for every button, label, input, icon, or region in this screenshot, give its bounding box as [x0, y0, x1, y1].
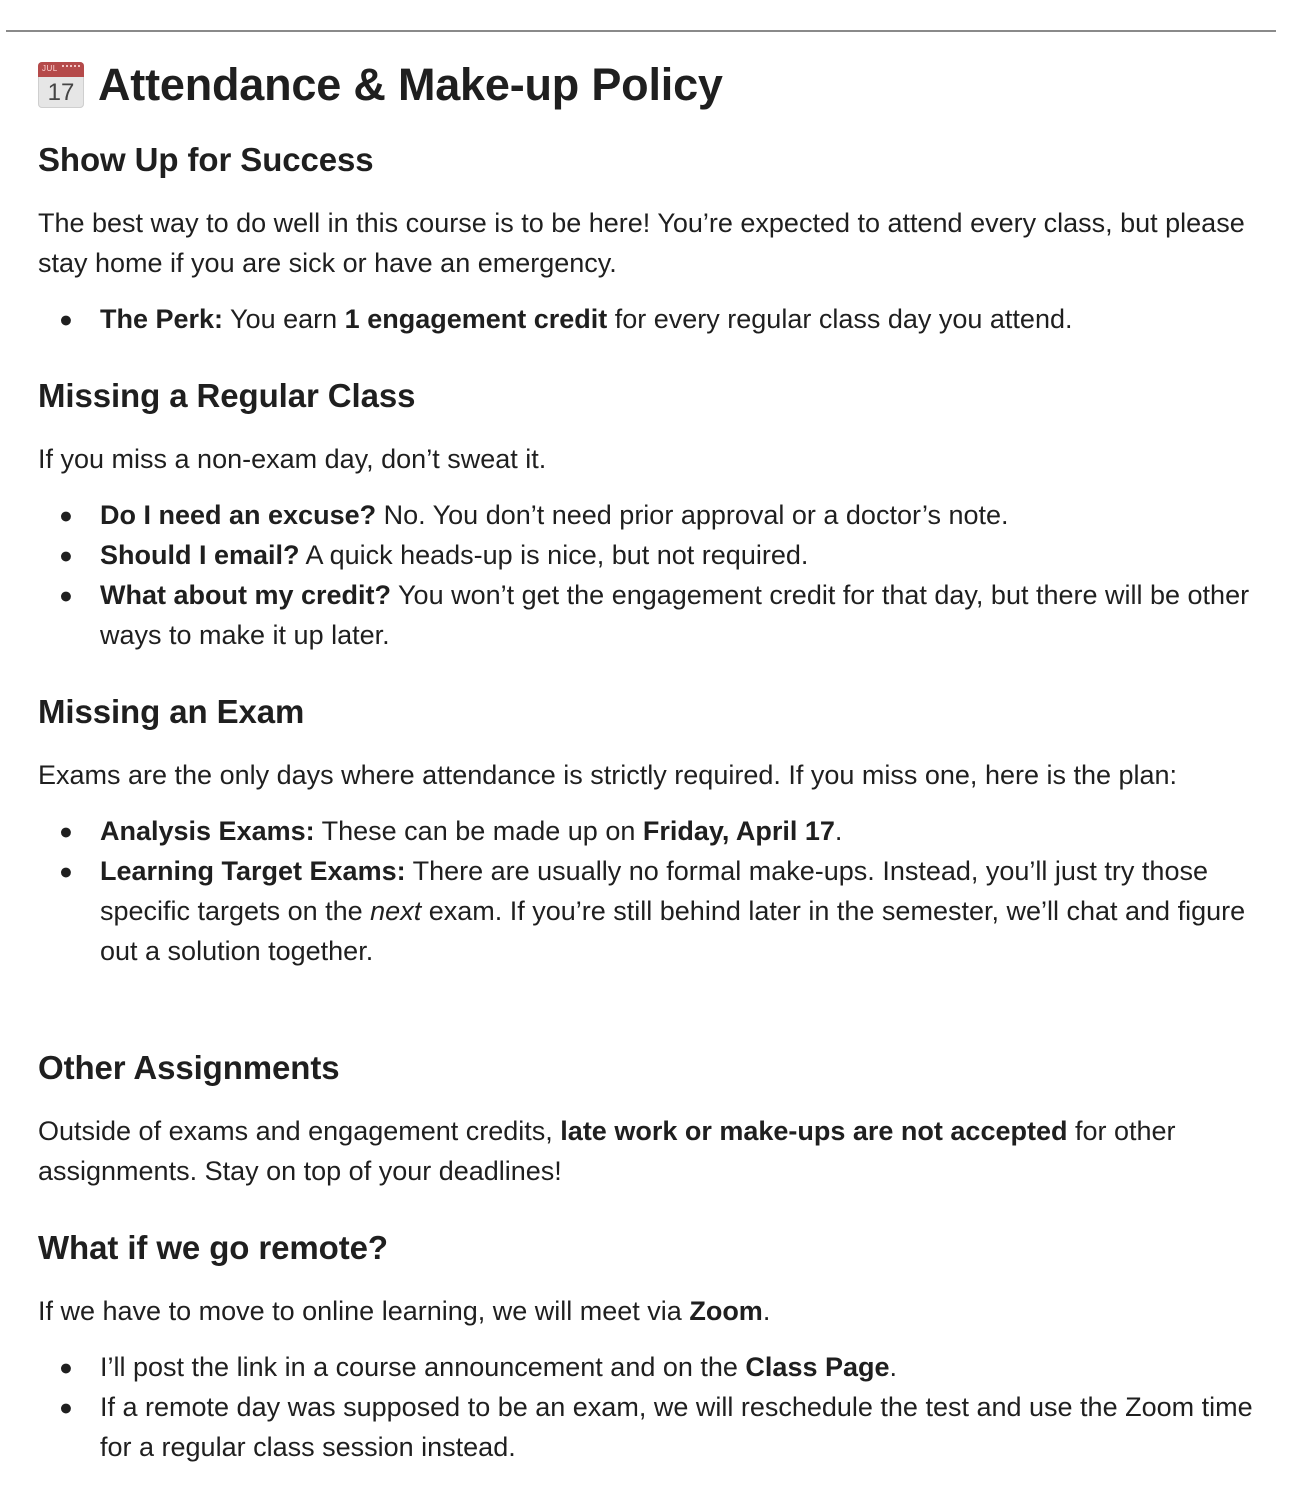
section-paragraph	[38, 1111, 1278, 1191]
bullet-label: Do I need an excuse?	[100, 500, 377, 530]
bullet-label: Should I email?	[100, 540, 300, 570]
section-remote	[38, 1226, 1278, 1467]
bullet-list	[38, 299, 1278, 339]
paragraph-text: for other assignments. Stay on top of your deadlines!	[38, 1116, 1176, 1186]
bullet-icon: ●	[59, 818, 73, 844]
bullet-label: The Perk:	[100, 304, 224, 334]
bullet-label: Learning Target Exams:	[100, 856, 406, 886]
list-item	[38, 535, 1278, 575]
bullet-text: I’ll post the link in a course announcement and on the	[100, 1352, 746, 1382]
list-item	[38, 575, 1278, 655]
bullet-text: You earn	[223, 304, 345, 334]
section-other-assignments	[38, 1046, 1278, 1191]
section-show-up	[38, 138, 1278, 339]
section-heading: Missing an Exam	[38, 693, 305, 730]
bullet-text: These can be made up on	[314, 816, 643, 846]
bullet-text: for every regular class day you attend.	[607, 304, 1073, 334]
section-missing-regular-class	[38, 374, 1278, 655]
page-title: Attendance & Make-up Policy	[98, 59, 723, 110]
paragraph-text: Outside of exams and engagement credits,	[38, 1116, 561, 1146]
section-missing-exam	[38, 690, 1278, 971]
bullet-emphasis: Class Page	[745, 1352, 890, 1382]
list-item	[38, 1387, 1278, 1467]
bullet-text: .	[834, 816, 843, 846]
bullet-italic: next	[370, 896, 422, 926]
bullet-list	[38, 1347, 1278, 1467]
bullet-text: A quick heads-up is nice, but not required.	[299, 540, 809, 570]
list-item	[38, 851, 1278, 971]
section-paragraph	[38, 1291, 1278, 1331]
bullet-text: There are usually no formal make-ups. Instead, you’ll just try those specific targets on the	[100, 856, 1208, 926]
page-title-row	[38, 54, 723, 116]
bullet-label: Analysis Exams:	[100, 816, 315, 846]
bullet-icon: ●	[59, 1394, 73, 1420]
list-item	[38, 811, 1278, 851]
bullet-icon: ●	[59, 542, 73, 568]
bullet-icon: ●	[59, 1354, 73, 1380]
paragraph-emphasis: Zoom	[689, 1296, 763, 1326]
section-paragraph: The best way to do well in this course is to be here! You’re expected to attend every class, but please stay home if you are sick or have an emergency.	[38, 208, 1245, 278]
bullet-text: You won’t get the engagement credit for that day, but there will be other ways to make it up later.	[100, 580, 1250, 650]
bullet-emphasis: Friday, April 17	[642, 816, 835, 846]
paragraph-text: If we have to move to online learning, we will meet via	[38, 1296, 690, 1326]
bullet-icon: ●	[59, 858, 73, 884]
section-heading: Show Up for Success	[38, 141, 374, 178]
section-paragraph: If you miss a non-exam day, don’t sweat it.	[38, 444, 547, 474]
section-paragraph: Exams are the only days where attendance is strictly required. If you miss one, here is the plan:	[38, 760, 1178, 790]
calendar-icon	[38, 62, 84, 108]
list-item	[38, 1347, 1278, 1387]
bullet-icon: ●	[59, 582, 73, 608]
bullet-text: If a remote day was supposed to be an exam, we will reschedule the test and use the Zoom time for a regular class session instead.	[100, 1392, 1253, 1462]
bullet-icon: ●	[59, 306, 73, 332]
bullet-text: No. You don’t need prior approval or a doctor’s note.	[376, 500, 1009, 530]
calendar-icon-day: 17	[47, 79, 75, 106]
section-heading: Other Assignments	[38, 1049, 340, 1086]
bullet-label: What about my credit?	[100, 580, 392, 610]
list-item	[38, 299, 1278, 339]
bullet-text: .	[889, 1352, 898, 1382]
top-divider	[6, 30, 1276, 32]
section-heading: What if we go remote?	[38, 1229, 388, 1266]
bullet-emphasis: 1 engagement credit	[344, 304, 608, 334]
bullet-list	[38, 811, 1278, 971]
paragraph-emphasis: late work or make-ups are not accepted	[560, 1116, 1068, 1146]
bullet-text: exam. If you’re still behind later in the semester, we’ll chat and figure out a solution together.	[100, 896, 1246, 966]
section-heading: Missing a Regular Class	[38, 377, 416, 414]
bullet-icon: ●	[59, 502, 73, 528]
calendar-icon-month: JUL	[42, 64, 58, 73]
bullet-list	[38, 495, 1278, 655]
list-item	[38, 495, 1278, 535]
paragraph-text: .	[762, 1296, 771, 1326]
